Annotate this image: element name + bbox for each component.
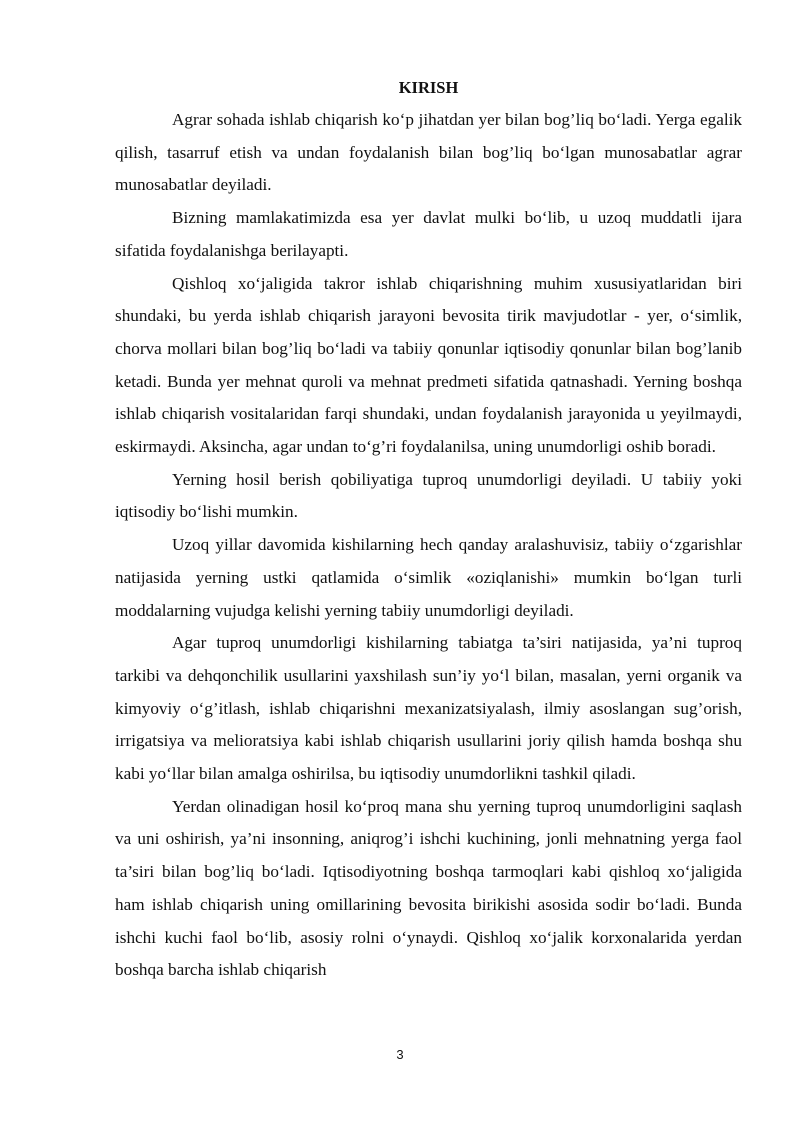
- paragraph: Agrar sohada ishlab chiqarish ko‘p jihatdan yer bilan bog’liq bo‘ladi. Yerga egalik qilish, tasarruf etish va undan foydalanish bilan bog’liq bo‘lgan munosabatlar agrar munosabatlar deyiladi.: [115, 110, 742, 195]
- paragraph: Bizning mamlakatimizda esa yer davlat mulki bo‘lib, u uzoq muddatli ijara sifatida foydalanishga berilayapti.: [115, 208, 742, 260]
- paragraph: Yerning hosil berish qobiliyatiga tuproq unumdorligi deyiladi. U tabiiy yoki iqtisodiy bo‘lishi mumkin.: [115, 469, 742, 522]
- paragraph: Yerdan olinadigan hosil ko‘proq mana shu yerning tuproq unumdorligini saqlash va uni oshirish, ya’ni insonning, aniqrog’i ishchi kuchining, jonli mehnatning yerga faol ta’siri bilan bog’liq bo‘ladi. Iqtisodiyotning boshqa tarmoqlari kabi qishloq xo‘jaligida ham ishlab chiqarish uning omillarining bevosita birikishi asosida sodir bo‘ladi. Bunda ishchi kuchi faol bo‘lib, asosiy rolni o‘ynaydi. Qishloq xo‘jalik korxonalarida yerdan boshqa barcha ishlab chiqarish: [115, 796, 742, 980]
- paragraph: Qishloq xo‘jaligida takror ishlab chiqarishning muhim xususiyatlaridan biri shundaki, bu yerda ishlab chiqarish jarayoni bevosita tirik mavjudotlar - yer, o‘simlik, chorva mollari bilan bog’liq bo‘ladi va tabiiy qonunlar iqtisodiy qonunlar bilan bog’lanib ketadi. Bunda yer mehnat quroli va mehnat predmeti sifatida qatnashadi. Yerning boshqa ishlab chiqarish vositalaridan farqi shundaki, undan foydalanish jarayonida u yeyilmaydi, eskirmaydi. Aksincha, agar undan to‘g’ri foydalanilsa, uning unumdorligi oshib boradi.: [115, 273, 742, 457]
- section-heading: KIRISH: [398, 78, 459, 97]
- paragraph: Uzoq yillar davomida kishilarning hech qanday aralashuvisiz, tabiiy o‘zgarishlar natijasida yerning ustki qatlamida o‘simlik «oziqlanishi» mumkin bo‘lgan turli moddalarning vujudga kelishi yerning tabiiy unumdorligi deyiladi.: [115, 535, 742, 620]
- page-number: 3: [396, 1047, 404, 1062]
- document-page: [115, 76, 742, 987]
- paragraph: Agar tuproq unumdorligi kishilarning tabiatga ta’siri natijasida, ya’ni tuproq tarkibi va dehqonchilik usullarini yaxshilash sun’iy yo‘l bilan, masalan, yerni organik va kimyoviy o‘g’itlash, ishlab chiqarishni mexanizatsiyalash, ilmiy asoslangan sug’orish, irrigatsiya va melioratsiya kabi ishlab chiqarish usullarini joriy qilish hamda boshqa shu kabi yo‘llar bilan amalga oshirilsa, bu iqtisodiy unumdorlikni tashkil qiladi.: [115, 633, 742, 784]
